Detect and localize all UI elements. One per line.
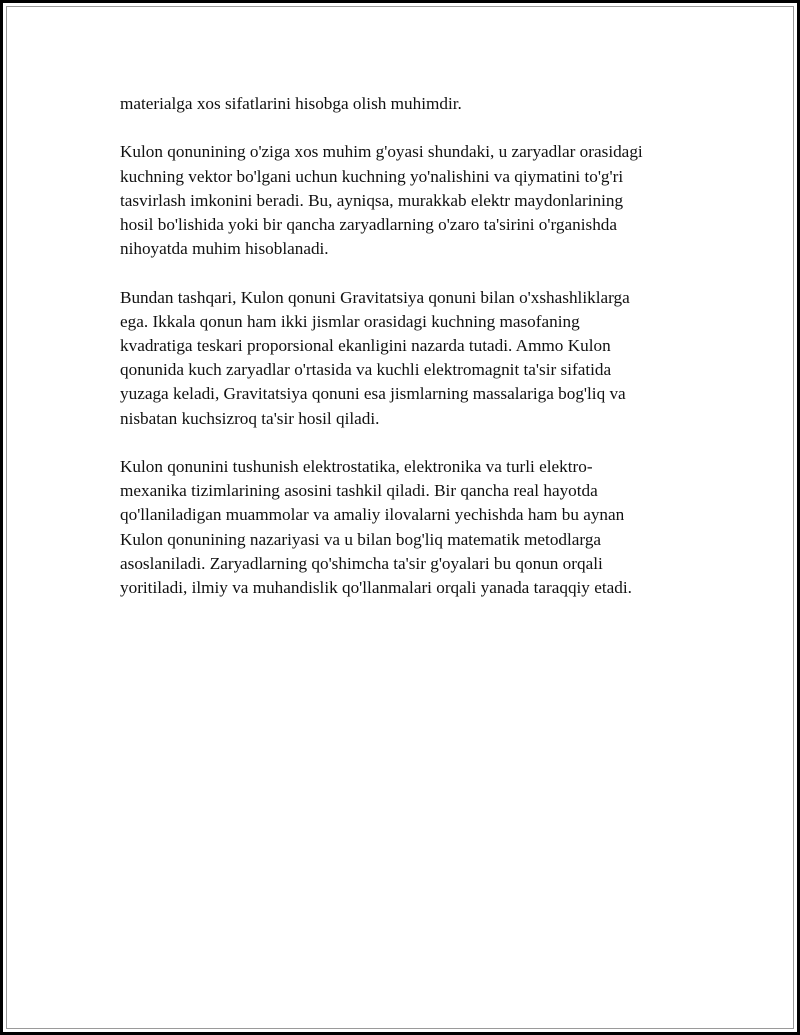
text-line: ega. Ikkala qonun ham ikki jismlar orasidagi kuchning masofaning <box>120 311 580 331</box>
document-body <box>120 92 700 624</box>
text-line: qonunida kuch zaryadlar o'rtasida va kuchli elektromagnit ta'sir sifatida <box>120 360 612 380</box>
text-line: asoslaniladi. Zaryadlarning qo'shimcha ta'sir g'oyalari bu qonun orqali <box>120 553 603 573</box>
paragraph-1 <box>120 92 700 116</box>
text-line: Bundan tashqari, Kulon qonuni Gravitatsiya qonuni bilan o'xshashliklarga <box>120 287 630 307</box>
text-line: qo'llaniladigan muammolar va amaliy ilovalarni yechishda ham bu aynan <box>120 505 625 525</box>
text-line: nisbatan kuchsizroq ta'sir hosil qiladi. <box>120 408 380 428</box>
text-line: yuzaga keladi, Gravitatsiya qonuni esa jismlarning massalariga bog'liq va <box>120 384 626 404</box>
text-line: tasvirlash imkonini beradi. Bu, ayniqsa, murakkab elektr maydonlarining <box>120 190 624 210</box>
text-line: mexanika tizimlarining asosini tashkil qiladi. Bir qancha real hayotda <box>120 481 598 501</box>
text-line: hosil bo'lishida yoki bir qancha zaryadlarning o'zaro ta'sirini o'rganishda <box>120 215 618 234</box>
text-line: materialga xos sifatlarini hisobga olish muhimdir. <box>120 94 462 113</box>
paragraph-3 <box>120 286 700 431</box>
text-line: Kulon qonunining o'ziga xos muhim g'oyasi shundaki, u zaryadlar orasidagi <box>120 142 643 162</box>
text-line: kvadratiga teskari proporsional ekanligini nazarda tutadi. Ammo Kulon <box>120 336 611 355</box>
text-line: yoritiladi, ilmiy va muhandislik qo'llanmalari orqali yanada taraqqiy etadi. <box>120 578 632 598</box>
text-line: nihoyatda muhim hisoblanadi. <box>120 239 329 259</box>
text-line: Kulon qonunini tushunish elektrostatika, elektronika va turli elektro- <box>120 457 593 476</box>
text-line: kuchning vektor bo'lgani uchun kuchning yo'nalishini va qiymatini to'g'ri <box>120 166 624 186</box>
text-line: Kulon qonunining nazariyasi va u bilan bog'liq matematik metodlarga <box>120 529 602 549</box>
paragraph-2 <box>120 140 700 261</box>
paragraph-4 <box>120 455 700 600</box>
